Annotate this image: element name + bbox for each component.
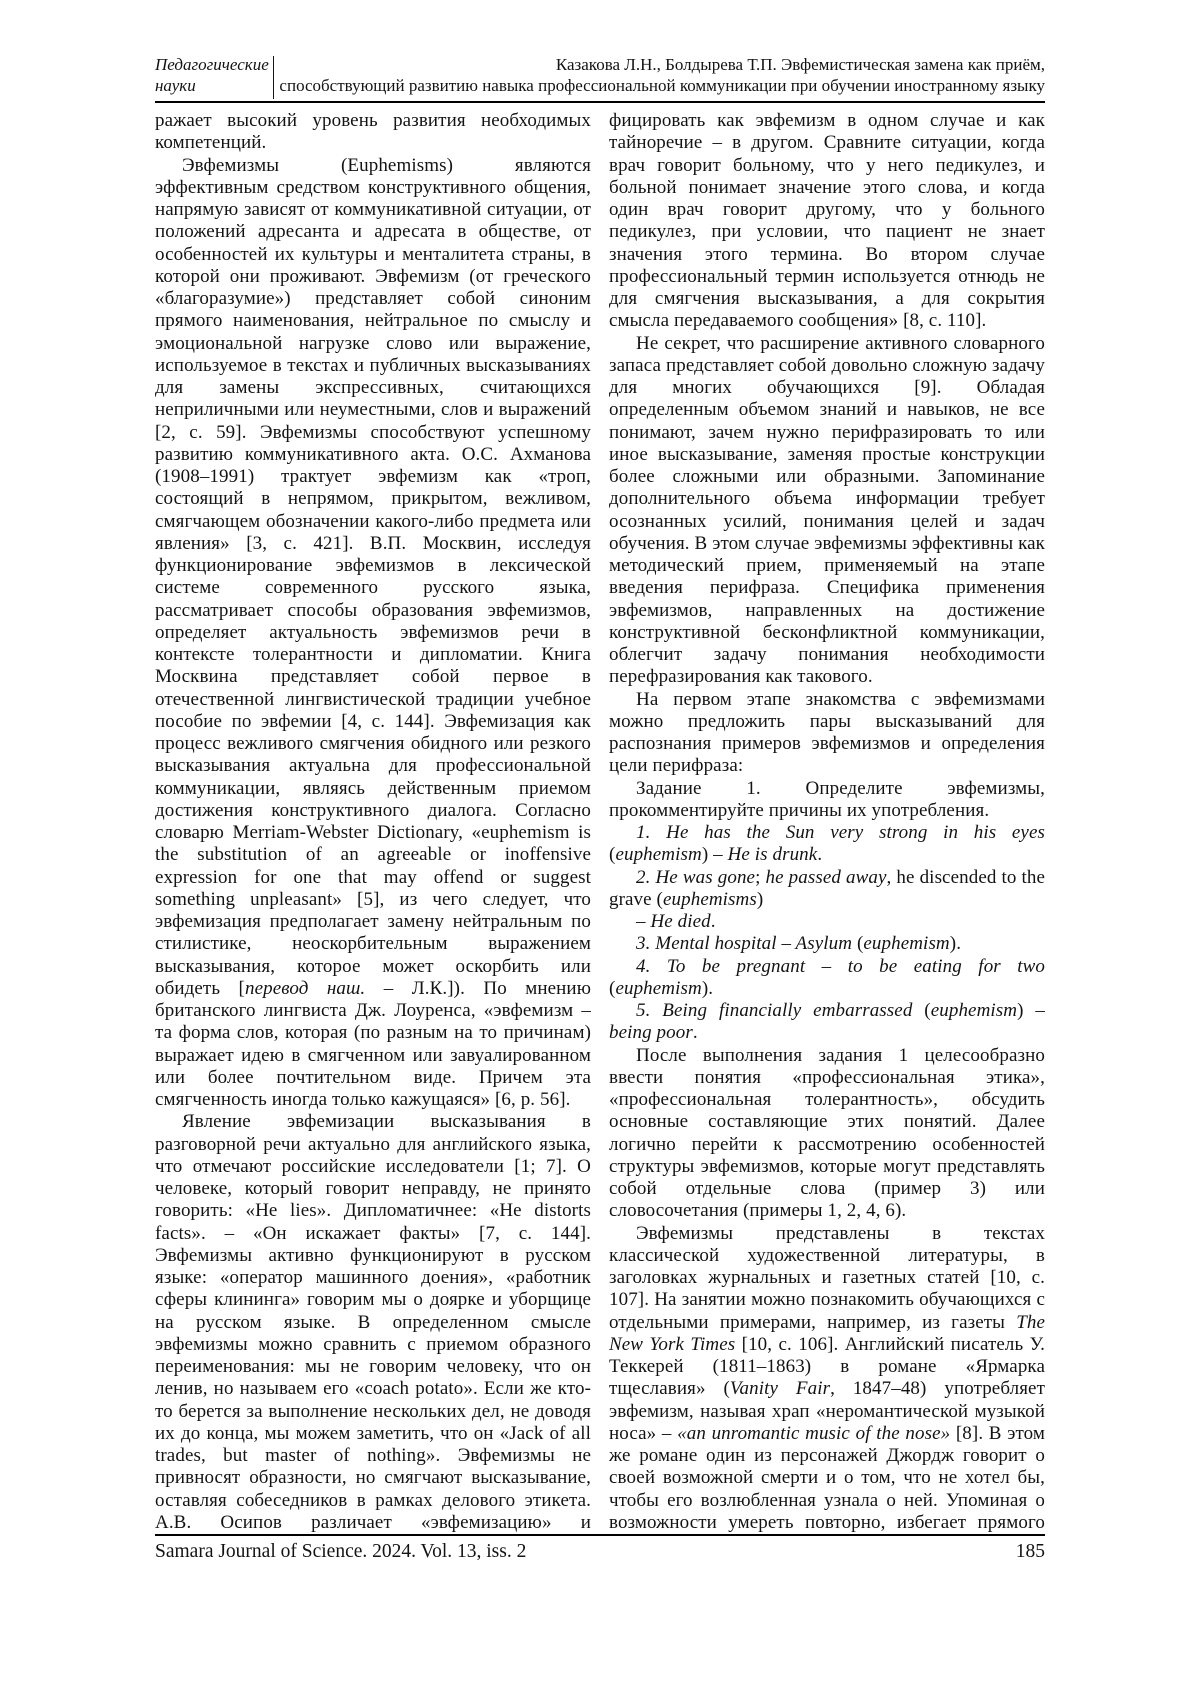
italic-text-run: «an unromantic music of the nose» bbox=[677, 1422, 951, 1444]
italic-text-run: euphemism bbox=[930, 1000, 1018, 1021]
italic-text-run: euphemism bbox=[615, 977, 702, 999]
text-run: ( bbox=[852, 933, 864, 955]
text-run: ражает высокий уровень развития необходимых компетенций. bbox=[155, 110, 591, 154]
text-run: – bbox=[636, 911, 651, 932]
italic-text-run: 5. Being financially embarrassed bbox=[636, 1000, 913, 1021]
paragraph bbox=[609, 822, 1045, 867]
italic-text-run: euphemism bbox=[863, 933, 950, 955]
header-rule bbox=[155, 101, 1045, 103]
text-run: [10, с. 106]. Английский писатель У. Теккерей (1811–1863) в романе «Ярмарка тщеславия» ( bbox=[609, 1333, 1045, 1400]
italic-text-run: euphemism bbox=[615, 844, 702, 866]
text-run: ( bbox=[609, 977, 616, 999]
italic-text-run: 1. He has the Sun very strong in his eyes bbox=[636, 822, 1045, 843]
italic-text-run: The New York Times bbox=[609, 1311, 1045, 1355]
italic-text-run: Vanity Fair bbox=[729, 1378, 831, 1400]
text-run: Явление эвфемизации высказывания в разговорной речи актуально для английского языка, что отмечают российские исследователи [1; 7]. О человеке, который говорит неправду, не принято говорить: «He lies». Дипломатичнее: «He distorts facts». – «Он искажает факты» [7, с. 144]. Эвфемизмы активно функционируют в русском языке: «оператор машинного доения», «работник сферы клининга» говорим мы о доярке и уборщице на русском языке. В определенном смысле эвфемизмы можно сравнить с приемом образного переименования: мы не говорим человеку, что он ленив, но называем его «coach potato». Если же кто-то берется за выполнение нескольких дел, не доводя их до конца, мы можем заметить, что он «Jack of all trades, but master of nothing». Эвфемизмы не привносят образности, но смягчают высказывание, оставляя собеседников в рамках делового этикета. А.В. Осипов различает «эвфемизацию» и bbox=[155, 1111, 591, 1533]
paragraph bbox=[609, 1045, 1045, 1223]
italic-text-run: he passed away bbox=[765, 866, 887, 888]
text-run: ). bbox=[701, 977, 714, 999]
text-run: После выполнения задания 1 целесообразно ввести понятия «профессиональная этика», «профессиональная толерантность», обсудить основные составляющие этих понятий. Далее логично перейти к рассмотрению особенностей структуры эвфемизмов, которые могут представлять собой отдельные слова (пример 3) или словосочетания (примеры 1, 2, 4, 6). bbox=[609, 1044, 1045, 1222]
paragraph bbox=[155, 110, 591, 155]
text-run: – Л.К.]). По мнению британского лингвиста Дж. Лоуренса, «эвфемизм – та форма слов, которая (по разным на то причинам) выражает идею в смягченном или завуалированном или более почтительном виде. Причем эта смягченность иногда только кажущаяся» [6, p. 56]. bbox=[155, 977, 591, 1110]
running-title-line1: Казакова Л.Н., Болдырева Т.П. Эвфемистическая замена как приём, bbox=[555, 55, 1045, 74]
paragraph bbox=[609, 867, 1045, 912]
header-section-name bbox=[155, 54, 273, 97]
running-title-line2: способствующий развитию навыка профессиональной коммуникации при обучении иностранному языку bbox=[279, 76, 1045, 95]
text-run: Эвфемизмы (Euphemisms) являются эффективным средством конструктивного общения, напрямую зависят от коммуникативной ситуации, от положений адресанта и адресата в обществе, от особенностей их культуры и менталитета страны, в которой они проживают. Эвфемизм (от греческого «благоразумие») представляет собой синоним прямого наименования, нейтральное по смыслу и эмоциональной нагрузке слово или выражение, используемое в текстах и публичных высказываниях для замены экспрессивных, считающихся неприличными или неуместными, слов и выражений [2, с. 59]. Эвфемизмы способствуют успешному развитию коммуникативного акта. О.С. Ахманова (1908–1991) трактует эвфемизм как «троп, состоящий в непрямом, прикрытом, вежливом, смягчающем обозначении какого-либо предмета или явления» [3, с. 421]. В.П. Москвин, исследуя функционирование эвфемизмов в лексической системе современного русского языка, рассматривает способы образования эвфемизмов, определяет актуальность эвфемизмов речи в контексте толерантности и дипломатии. Книга Москвина представляет собой первое в отечественной лингвистической традиции учебное пособие по эвфемии [4, с. 144]. Эвфемизация как процесс вежливого смягчения обидного или резкого высказывания актуальна для профессиональной коммуникации, являясь действенным приемом достижения конструктивного диалога. Согласно словарю Merriam-Webster Dictionary, «euphemism is the substitution of an agreeable or inoffensive expression for one that may offend or suggest something unpleasant» [5], из чего следует, что эвфемизация предполагает замену нейтральным по стилистике, неоскорбительным выражением высказывания, которое может оскорбить или обидеть [ bbox=[155, 154, 591, 999]
italic-text-run: He is drunk bbox=[727, 844, 818, 866]
italic-text-run: перевод наш. bbox=[244, 977, 366, 999]
text-run: . bbox=[817, 844, 823, 866]
page-number: 185 bbox=[1015, 1541, 1045, 1562]
running-title bbox=[274, 54, 1045, 97]
italic-text-run: He died bbox=[650, 911, 711, 932]
paragraph bbox=[609, 1000, 1045, 1045]
header-section-line1: Педагогические bbox=[155, 55, 269, 74]
italic-text-run: 4. To be pregnant – to be eating for two bbox=[636, 955, 1045, 977]
text-run: Эвфемизмы представлены в текстах классической художественной литературы, в заголовках журнальных и газетных статей [10, с. 107]. На занятии можно познакомить обучающихся с отдельными примерами, например, из газеты bbox=[609, 1222, 1045, 1333]
page-header bbox=[155, 54, 1045, 97]
paragraph bbox=[609, 333, 1045, 689]
paragraph bbox=[609, 778, 1045, 823]
paragraph bbox=[155, 155, 591, 1112]
text-run: ) – bbox=[701, 844, 728, 866]
paragraph bbox=[609, 689, 1045, 778]
text-run: Задание 1. Определите эвфемизмы, прокомментируйте причины их употребления. bbox=[609, 777, 1045, 821]
article-body bbox=[155, 110, 1045, 1534]
italic-text-run: euphemisms bbox=[662, 888, 757, 910]
text-run: ). bbox=[949, 933, 962, 955]
text-run: ( bbox=[912, 1000, 931, 1021]
page-content bbox=[155, 54, 1045, 1563]
paragraph bbox=[155, 1111, 591, 1534]
text-run: ) bbox=[756, 888, 764, 910]
text-run: На первом этапе знакомства с эвфемизмами можно предложить пары высказываний для распознания примеров эвфемизмов и определения цели перифраза: bbox=[609, 688, 1045, 777]
page-footer bbox=[155, 1541, 1045, 1563]
text-run: . bbox=[710, 911, 716, 932]
text-run: , he discended to the grave ( bbox=[609, 866, 1045, 910]
journal-citation: Samara Journal of Science. 2024. Vol. 13, iss. 2 bbox=[155, 1541, 527, 1562]
italic-text-run: 3. Mental hospital – Asylum bbox=[636, 933, 853, 955]
left-column bbox=[155, 110, 591, 1534]
paragraph bbox=[609, 911, 1045, 933]
paragraph bbox=[609, 1223, 1045, 1535]
italic-text-run: being poor bbox=[609, 1022, 693, 1044]
text-run: Не секрет, что расширение активного словарного запаса представляет собой довольно сложную задачу для многих обучающихся [9]. Обладая определенным объемом знаний и навыков, не все понимают, зачем нужно перифразировать то или иное высказывание, заменяя простые конструкции более сложными или образными. Запоминание дополнительного объема информации требует осознанных усилий, понимания целей и задач обучения. В этом случае эвфемизмы эффективны как методический прием, применяемый на этапе введения перифраза. Специфика применения эвфемизмов, направленных на достижение конструктивной бесконфликтной коммуникации, облегчит задачу понимания необходимости перефразирования как такового. bbox=[609, 332, 1045, 688]
text-run: . bbox=[692, 1022, 698, 1044]
text-run: [8]. В этом же романе один из персонажей Джордж говорит о своей возможной смерти и о том, что не хотел бы, чтобы его возлюбленная узнала о ней. Упоминая о возможности умереть повторно, избегает прямого bbox=[609, 1422, 1045, 1533]
footer-rule bbox=[155, 1534, 1045, 1536]
paragraph bbox=[609, 933, 1045, 955]
paragraph bbox=[609, 110, 1045, 333]
text-run: ) – bbox=[1017, 1000, 1045, 1021]
text-run: ( bbox=[609, 844, 616, 866]
text-run: ; bbox=[755, 866, 766, 888]
header-section-line2: науки bbox=[155, 76, 196, 95]
right-column bbox=[609, 110, 1045, 1534]
italic-text-run: 2. He was gone bbox=[636, 866, 756, 888]
text-run: , 1847–48) употребляет эвфемизм, называя храп «неромантической музыкой носа» – bbox=[609, 1378, 1045, 1444]
text-run: фицировать как эвфемизм в одном случае и как тайноречие – в другом. Сравните ситуации, когда врач говорит больному, что у него педикулез, и больной понимает значение этого слова, и когда один врач говорит другому, что у больного педикулез, при условии, что пациент не знает значения этого термина. Во втором случае профессиональный термин используется отнюдь не для смягчения высказывания, а для сокрытия смысла передаваемого сообщения» [8, с. 110]. bbox=[609, 110, 1045, 332]
paragraph bbox=[609, 956, 1045, 1001]
